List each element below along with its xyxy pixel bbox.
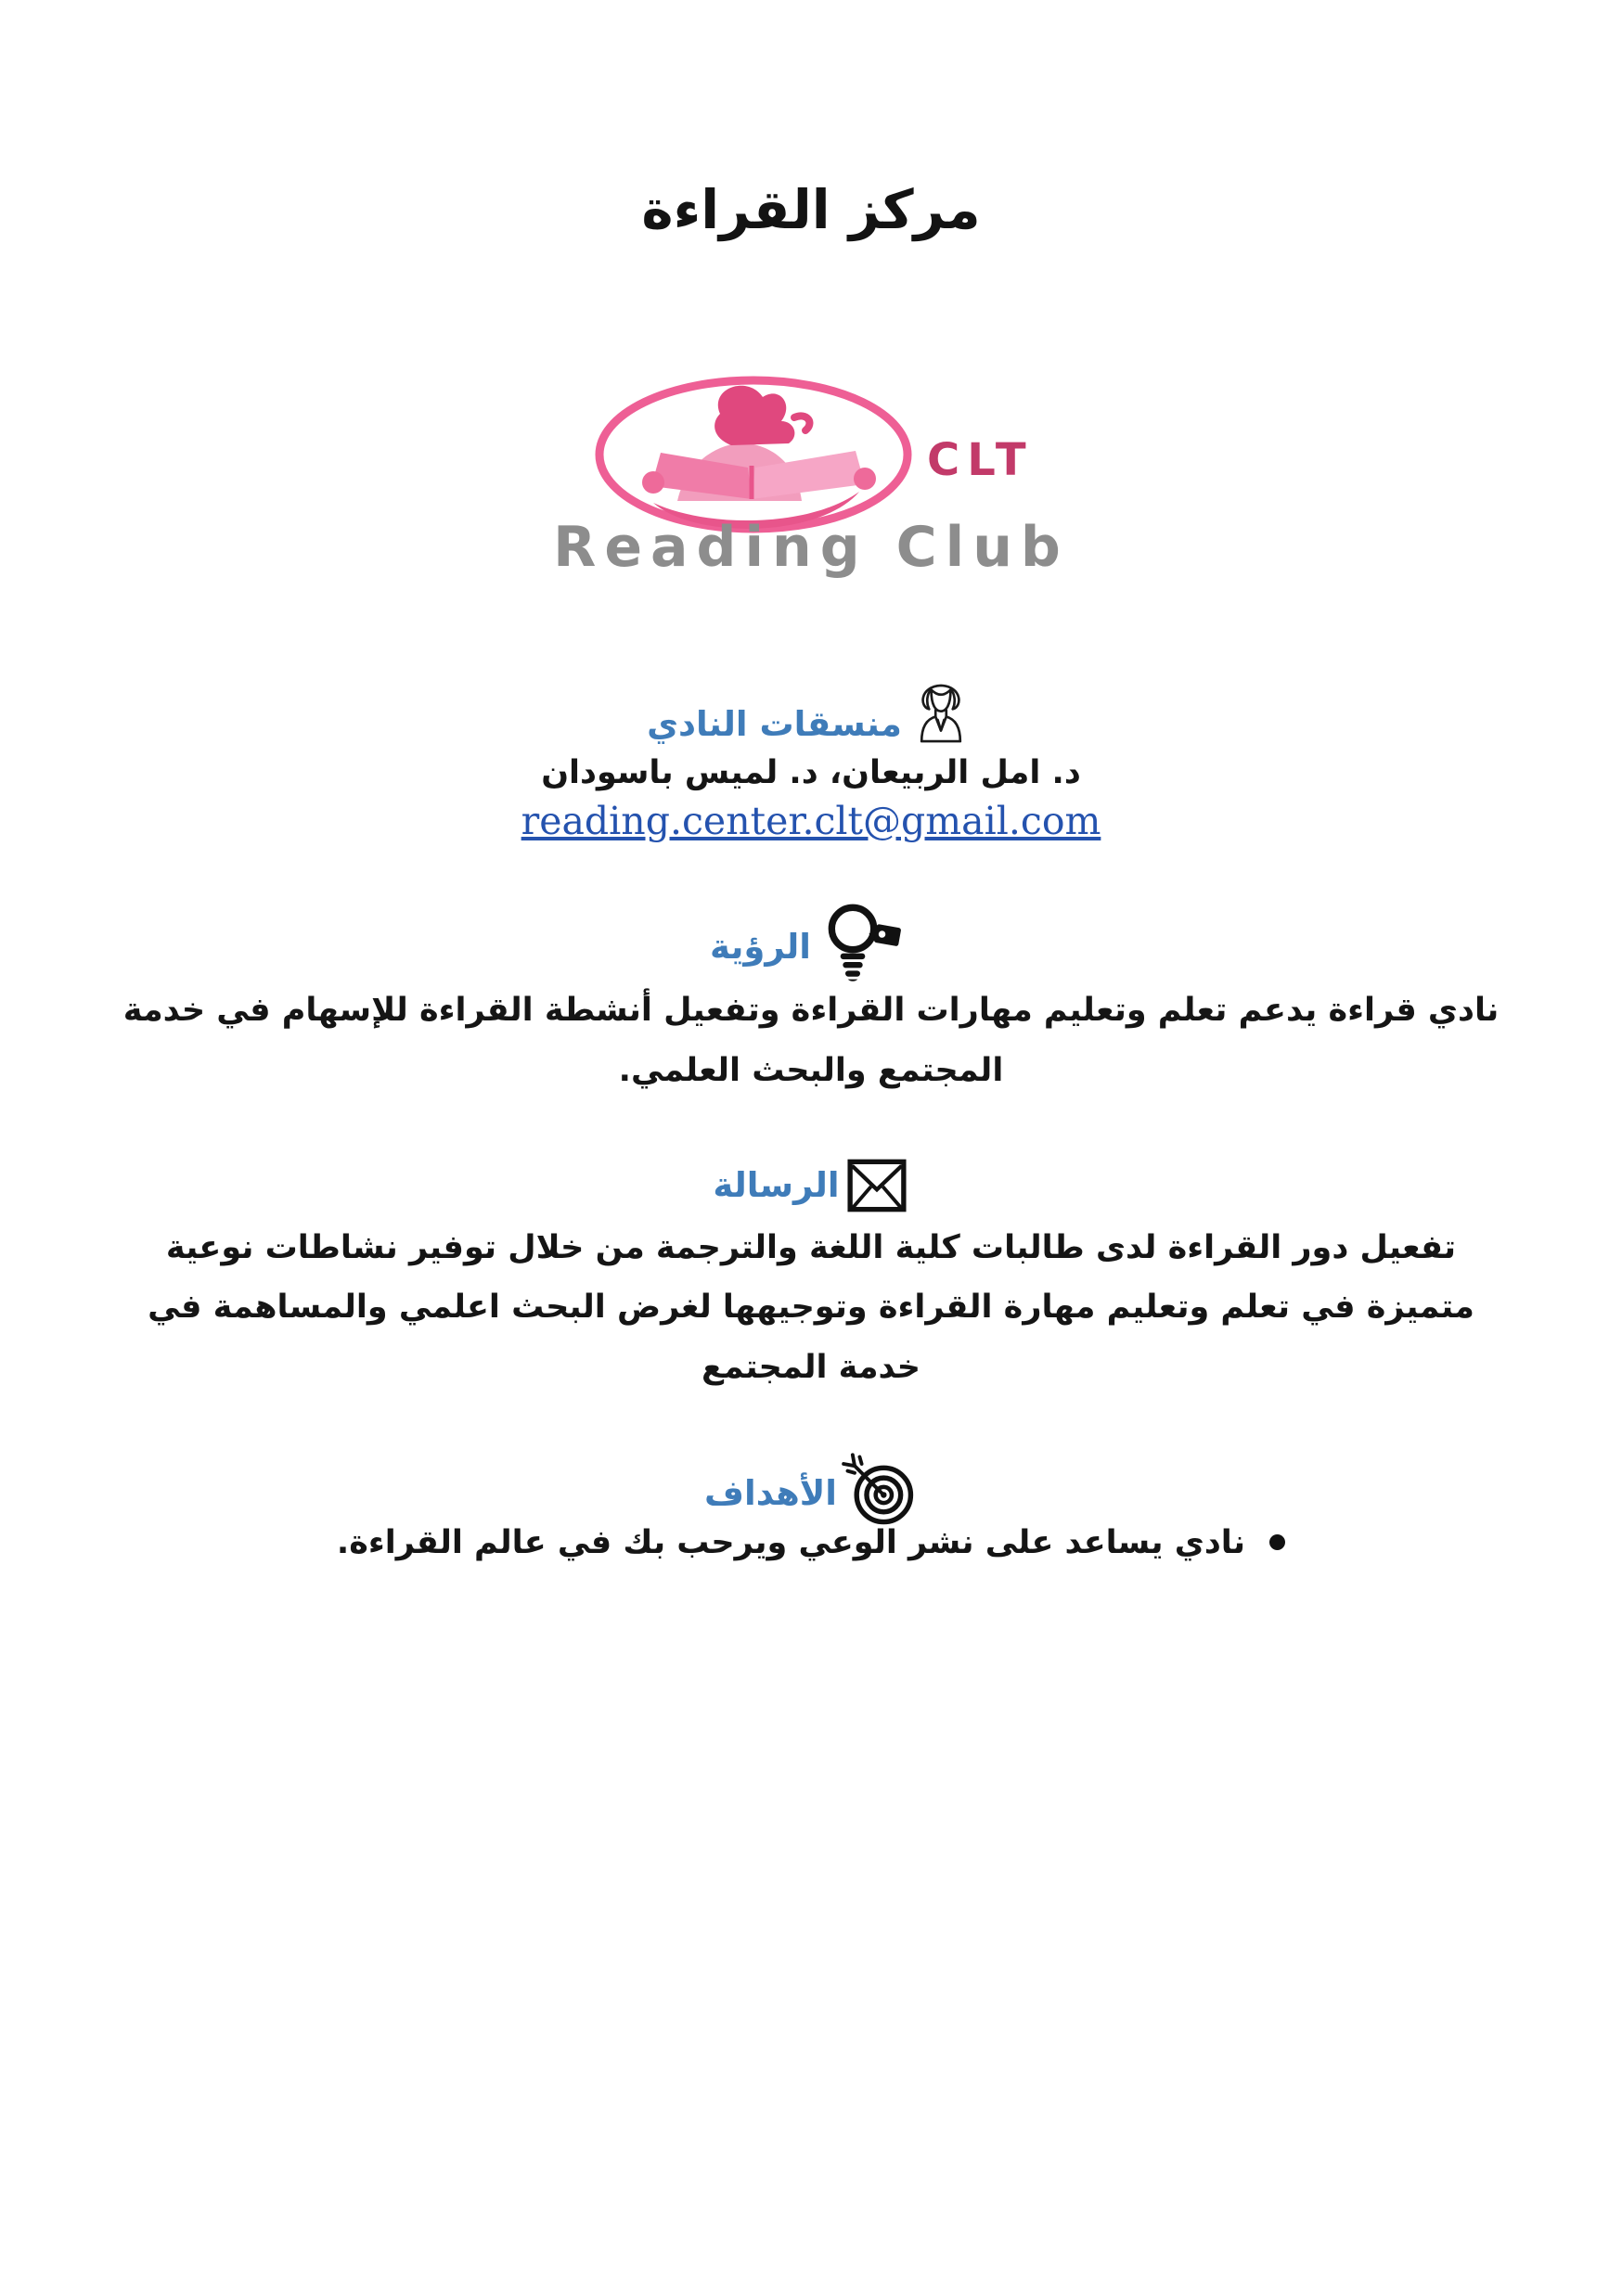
bullet-icon: [1269, 1534, 1285, 1550]
lightbulb-icon: [816, 895, 912, 992]
logo-reading-club-text: Reading Club: [553, 515, 1069, 580]
coordinators-heading-row: [0, 671, 1622, 745]
businesswoman-icon: [907, 676, 975, 750]
mission-heading-row: [0, 1149, 1622, 1207]
logo-clt-text: CLT: [927, 434, 1034, 486]
vision-text: نادي قراءة يدعم تعلم وتعليم مهارات القراءة وتفعيل أنشطة القراءة للإسهام في خدمة المجتمع والبحث العلمي.: [122, 992, 1500, 1089]
envelope-icon: [844, 1157, 909, 1214]
target-icon: [842, 1450, 918, 1528]
vision-heading: الرؤية: [710, 926, 811, 967]
reading-club-logo-image: [505, 373, 1117, 591]
goal-text: نادي يساعد على نشر الوعي ويرحب بك في عالم القراءة.: [336, 1523, 1246, 1561]
goals-heading: الأهداف: [704, 1473, 837, 1514]
coordinator-names: د. امل الربيعان، د. لميس باسودان: [541, 754, 1081, 791]
email-link[interactable]: reading.center.clt@gmail.com: [521, 799, 1101, 843]
page-title: مركز القراءة: [641, 178, 981, 241]
mission-text: تفعيل دور القراءة لدى طالبات كلية اللغة والترجمة من خلال توفير نشاطات نوعية متميزة في تعلم وتعليم مهارة القراءة وتوجيهها لغرض البحث اعلمي والمساهمة في خدمة المجتمع: [148, 1228, 1474, 1386]
mission-heading: الرسالة: [713, 1165, 840, 1206]
vision-heading-row: [0, 871, 1622, 968]
email-line: [0, 799, 1622, 843]
goals-heading-row: [0, 1437, 1622, 1515]
reading-club-logo: [505, 373, 1117, 591]
coordinators-heading: منسقات النادي: [647, 703, 902, 744]
goal-list-item: [0, 1524, 1622, 1561]
